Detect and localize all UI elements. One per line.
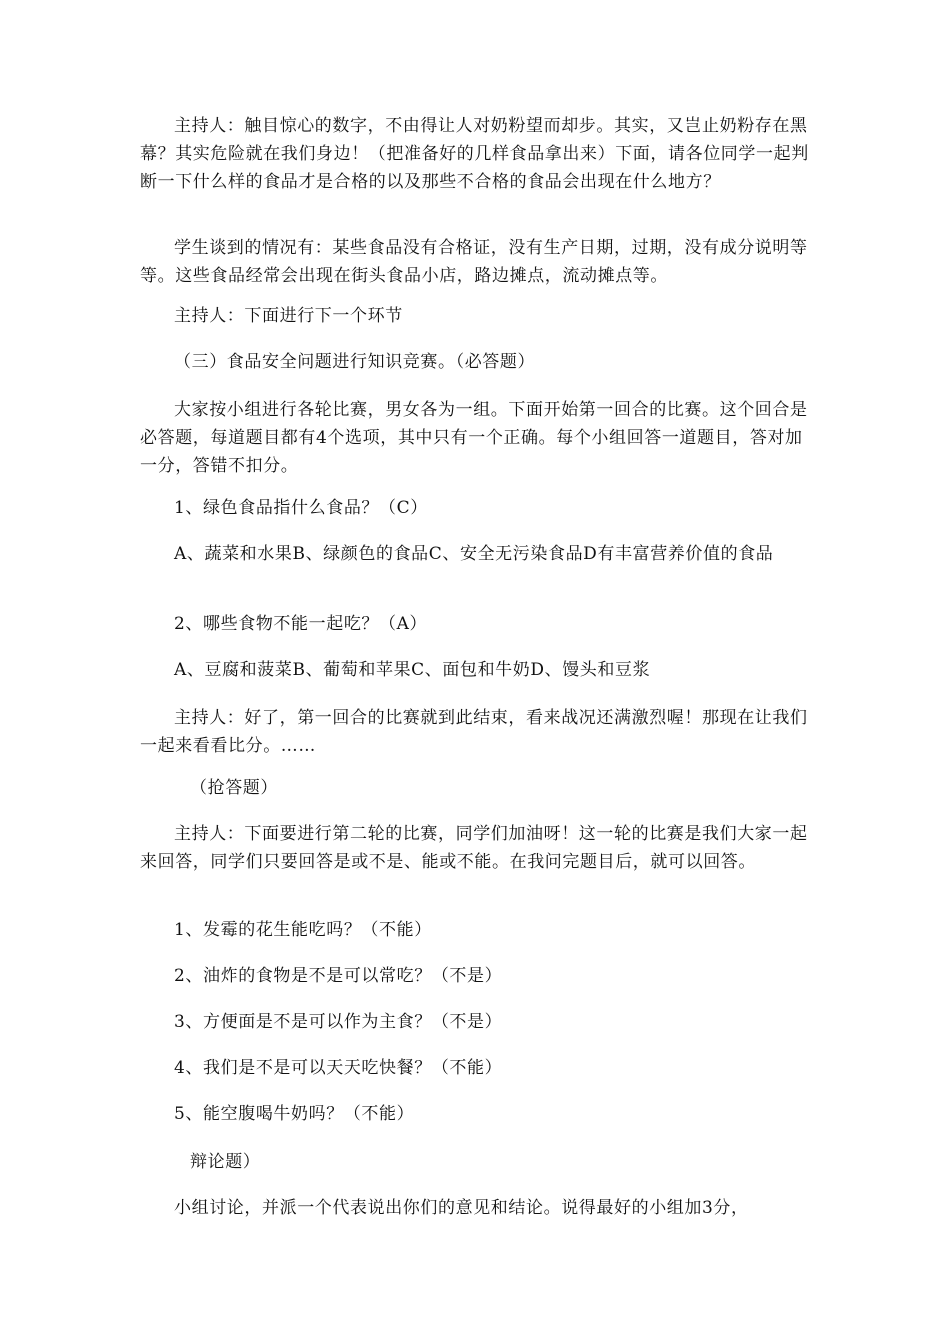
paragraph-student-findings: 学生谈到的情况有：某些食品没有合格证，没有生产日期，过期，没有成分说明等等。这些食品经常会出现在街头食品小店，路边摊点，流动摊点等。: [140, 238, 808, 286]
paragraph-quiz-rules: 大家按小组进行各轮比赛，男女各为一组。下面开始第一回合的比赛。这个回合是必答题，每道题目都有4个选项，其中只有一个正确。每个小组回答一道题目，答对加一分，答错不扣分。: [140, 400, 808, 476]
rapid-question-1: 1、发霉的花生能吃吗？（不能）: [174, 920, 432, 940]
question-2-options: A、豆腐和菠菜B、葡萄和苹果C、面包和牛奶D、馒头和豆浆: [174, 660, 651, 680]
rapid-question-2: 2、油炸的食物是不是可以常吃？（不是）: [174, 966, 503, 986]
question-1: 1、绿色食品指什么食品？（C）: [174, 498, 428, 518]
section-heading-quiz: （三）食品安全问题进行知识竞赛。（必答题）: [174, 352, 536, 372]
paragraph-host-intro: 主持人：触目惊心的数字，不由得让人对奶粉望而却步。其实，又岂止奶粉存在黑幕？其实危险就在我们身边！（把准备好的几样食品拿出来）下面，请各位同学一起判断一下什么样的食品才是合格的以及那些不合格的食品会出现在什么地方？: [140, 116, 809, 192]
paragraph-host-round2: 主持人：下面要进行第二轮的比赛，同学们加油呀！这一轮的比赛是我们大家一起来回答，同学们只要回答是或不是、能或不能。在我问完题目后，就可以回答。: [140, 824, 808, 872]
section-heading-debate: 辩论题）: [190, 1152, 261, 1172]
rapid-question-5: 5、能空腹喝牛奶吗？（不能）: [174, 1104, 415, 1124]
paragraph-host-round1-end: 主持人：好了，第一回合的比赛就到此结束，看来战况还满激烈喔！那现在让我们一起来看看比分。……: [140, 708, 808, 756]
question-2: 2、哪些食物不能一起吃？（A）: [174, 614, 428, 634]
paragraph-debate-rules: 小组讨论，并派一个代表说出你们的意见和结论。说得最好的小组加3分，: [174, 1198, 749, 1218]
question-1-options: A、蔬菜和水果B、绿颜色的食品C、安全无污染食品D有丰富营养价值的食品: [174, 544, 774, 564]
rapid-question-3: 3、方便面是不是可以作为主食？（不是）: [174, 1012, 503, 1032]
paragraph-host-next: 主持人：下面进行下一个环节: [174, 306, 403, 326]
rapid-question-4: 4、我们是不是可以天天吃快餐？（不能）: [174, 1058, 503, 1078]
section-heading-rapid: （抢答题）: [190, 778, 278, 798]
